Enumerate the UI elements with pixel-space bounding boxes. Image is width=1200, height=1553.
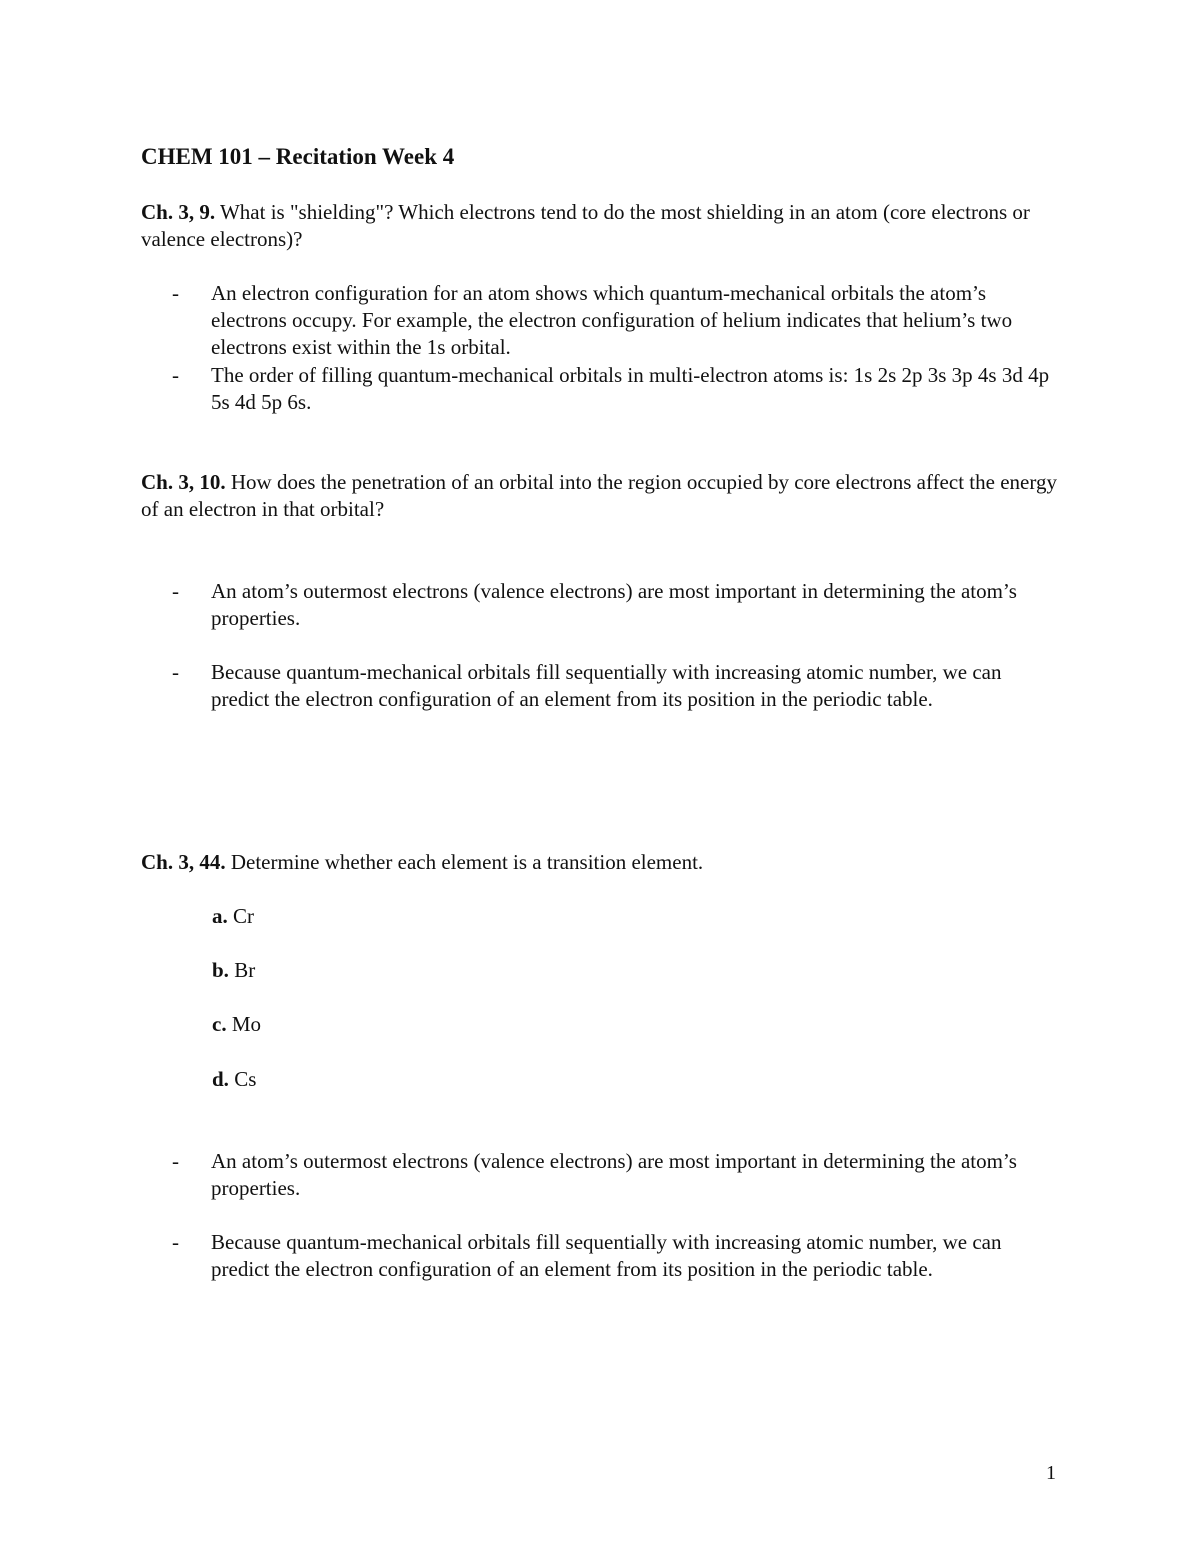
bullet-text: The order of filling quantum-mechanical orbitals in multi-electron atoms is: 1s 2s 2p 3s 3p 4s 3d 4p 5s 4d 5p 6s. — [211, 363, 1050, 414]
option-letter: c. — [212, 1012, 227, 1036]
bullet-dash: - — [172, 579, 179, 603]
list-item — [172, 1229, 1062, 1283]
question-text: What is "shielding"? Which electrons tend to do the most shielding in an atom (core electrons or valence electrons)? — [141, 200, 1030, 251]
list-item — [172, 362, 1062, 416]
page-number: 1 — [1046, 1462, 1056, 1484]
question-ch3-10 — [141, 469, 1061, 523]
option-c — [212, 1011, 261, 1038]
option-value: Mo — [226, 1012, 262, 1036]
question-label: Ch. 3, 10. — [141, 470, 226, 494]
question-label: Ch. 3, 9. — [141, 200, 216, 224]
bullet-dash: - — [172, 660, 179, 684]
list-item — [172, 659, 1062, 713]
bullet-text: An atom’s outermost electrons (valence electrons) are most important in determining the atom’s properties. — [211, 1149, 1017, 1200]
option-letter: a. — [212, 904, 228, 928]
option-letter: b. — [212, 958, 229, 982]
list-item — [172, 1148, 1062, 1202]
bullet-dash: - — [172, 363, 179, 387]
option-value: Br — [228, 958, 256, 982]
page-title: CHEM 101 – Recitation Week 4 — [141, 144, 455, 169]
bullet-text: An electron configuration for an atom shows which quantum-mechanical orbitals the atom’s electrons occupy. For example, the electron configuration of helium indicates that helium’s two electrons exist within the 1s orbital. — [211, 281, 1013, 359]
bullet-dash: - — [172, 1230, 179, 1254]
bullet-dash: - — [172, 281, 179, 305]
option-d — [212, 1066, 256, 1093]
question-ch3-44 — [141, 849, 1061, 876]
bullet-text: Because quantum-mechanical orbitals fill sequentially with increasing atomic number, we can predict the electron configuration of an element from its position in the periodic table. — [211, 660, 1002, 711]
bullet-text: Because quantum-mechanical orbitals fill sequentially with increasing atomic number, we can predict the electron configuration of an element from its position in the periodic table. — [211, 1230, 1002, 1281]
option-letter: d. — [212, 1067, 229, 1091]
list-item — [172, 280, 1062, 361]
question-text: Determine whether each element is a transition element. — [225, 850, 704, 874]
question-ch3-9 — [141, 199, 1061, 253]
option-value: Cr — [227, 904, 254, 928]
option-a — [212, 903, 254, 930]
list-item — [172, 578, 1062, 632]
bullet-dash: - — [172, 1149, 179, 1173]
option-b — [212, 957, 255, 984]
question-label: Ch. 3, 44. — [141, 850, 226, 874]
option-value: Cs — [228, 1067, 257, 1091]
bullet-text: An atom’s outermost electrons (valence electrons) are most important in determining the atom’s properties. — [211, 579, 1017, 630]
question-text: How does the penetration of an orbital into the region occupied by core electrons affect the energy of an electron in that orbital? — [141, 470, 1057, 521]
